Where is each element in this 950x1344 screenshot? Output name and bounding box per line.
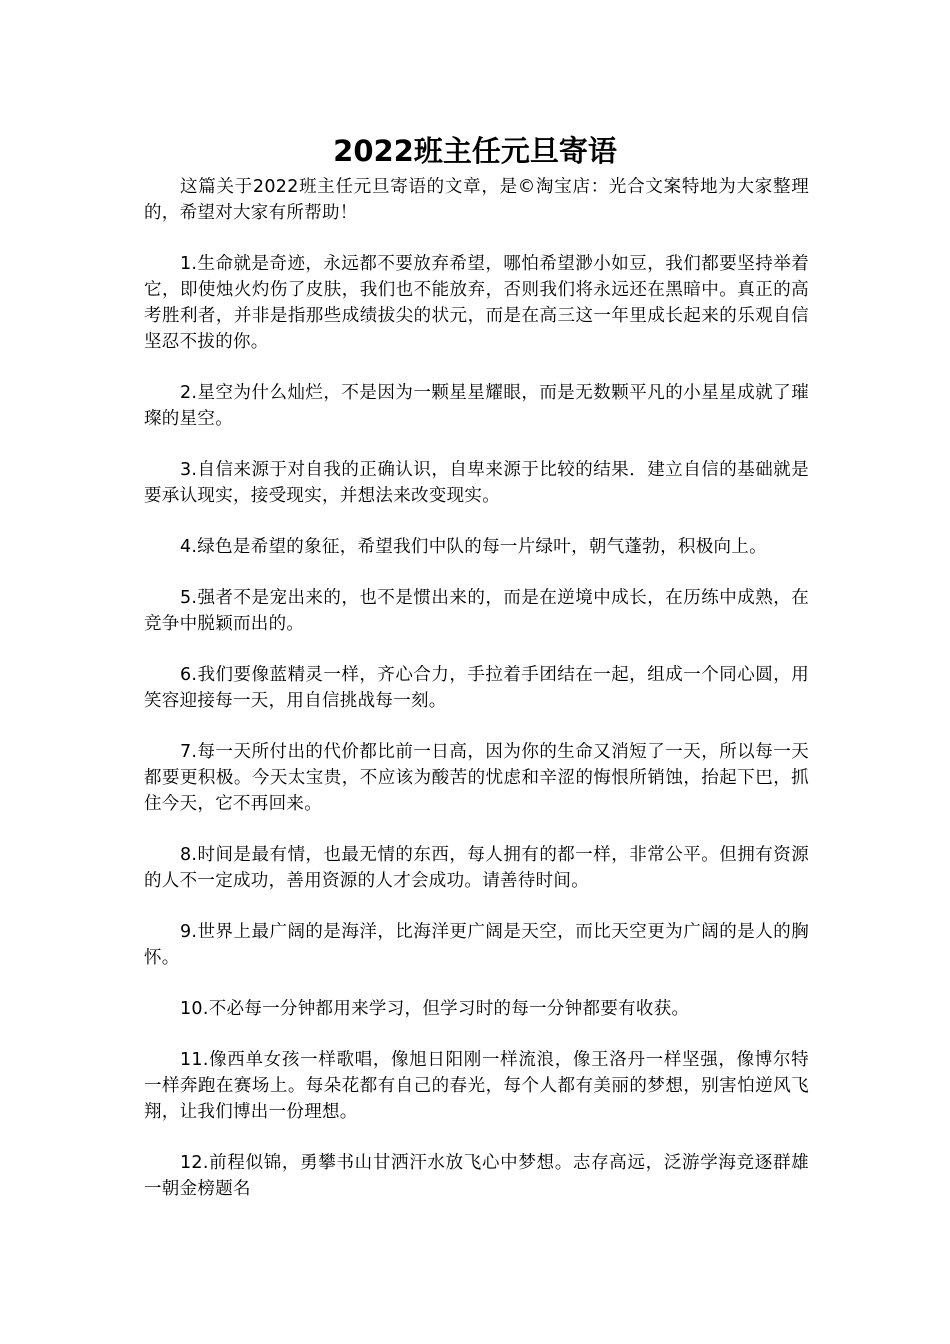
paragraph-11: 11.像西单女孩一样歌唱，像旭日阳刚一样流浪，像王洛丹一样坚强，像博尔特一样奔跑在赛场上。每朵花都有自己的春光，每个人都有美丽的梦想，别害怕逆风飞翔，让我们博出一份理想。: [144, 1050, 809, 1122]
intro-paragraph: 这篇关于2022班主任元旦寄语的文章，是©淘宝店：光合文案特地为大家整理的，希望对大家有所帮助！: [144, 177, 809, 223]
paragraph-3: 3.自信来源于对自我的正确认识，自卑来源于比较的结果．建立自信的基础就是要承认现实，接受现实，并想法来改变现实。: [144, 460, 809, 506]
page-title: 2022班主任元旦寄语: [333, 134, 617, 168]
paragraph-9: 9.世界上最广阔的是海洋，比海洋更广阔是天空，而比天空更为广阔的是人的胸怀。: [144, 922, 809, 968]
paragraph-12: 12.前程似锦，勇攀书山甘洒汗水放飞心中梦想。志存高远，泛游学海竞逐群雄一朝金榜题名: [144, 1153, 809, 1199]
paragraph-7: 7.每一天所付出的代价都比前一日高，因为你的生命又消短了一天，所以每一天都要更积极。今天太宝贵，不应该为酸苦的忧虑和辛涩的悔恨所销蚀，抬起下巴，抓住今天，它不再回来。: [144, 742, 809, 814]
paragraph-5: 5.强者不是宠出来的，也不是惯出来的，而是在逆境中成长，在历练中成熟，在竞争中脱颖而出的。: [144, 588, 809, 634]
paragraph-8: 8.时间是最有情，也最无情的东西，每人拥有的都一样，非常公平。但拥有资源的人不一定成功，善用资源的人才会成功。请善待时间。: [144, 845, 809, 891]
document-body: [144, 174, 809, 1227]
paragraph-1: 1.生命就是奇迹，永远都不要放弃希望，哪怕希望渺小如豆，我们都要坚持举着它，即使烛火灼伤了皮肤，我们也不能放弃，否则我们将永远还在黑暗中。真正的高考胜利者，并非是指那些成绩拔尖的状元，而是在高三这一年里成长起来的乐观自信坚忍不拔的你。: [144, 254, 809, 352]
paragraph-10: 10.不必每一分钟都用来学习，但学习时的每一分钟都要有收获。: [180, 999, 690, 1019]
paragraph-6: 6.我们要像蓝精灵一样，齐心合力，手拉着手团结在一起，组成一个同心圆，用笑容迎接每一天，用自信挑战每一刻。: [144, 665, 809, 711]
paragraph-4: 4.绿色是希望的象征，希望我们中队的每一片绿叶，朝气蓬勃，积极向上。: [180, 537, 767, 557]
paragraph-2: 2.星空为什么灿烂，不是因为一颗星星耀眼，而是无数颗平凡的小星星成就了璀璨的星空。: [144, 383, 809, 429]
